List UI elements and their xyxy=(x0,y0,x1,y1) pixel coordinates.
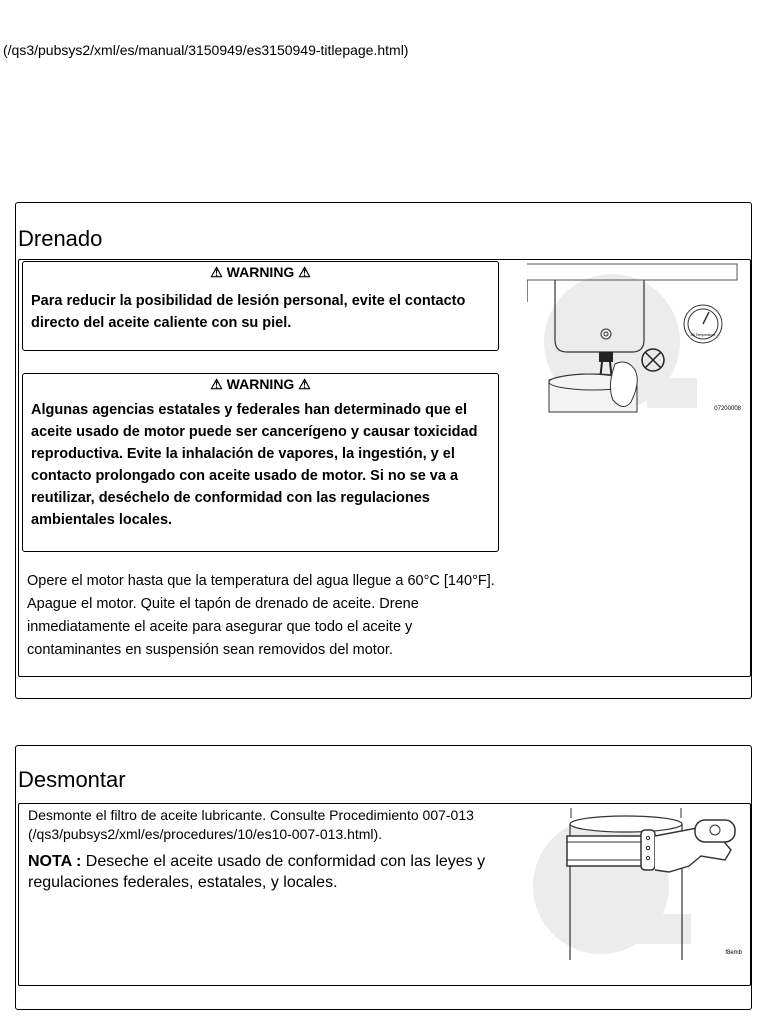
oil-drain-illustration xyxy=(527,262,749,414)
figure-code: 07200008 xyxy=(714,406,741,412)
drenado-content xyxy=(18,259,751,677)
gauge-label: Oil Temperature xyxy=(690,333,716,337)
warning-icon: ⚠ xyxy=(298,264,311,280)
note-label: NOTA : xyxy=(28,853,82,870)
note-text: Deseche el aceite usado de conformidad con las leyes y regulaciones federales, estatales, y locales. xyxy=(28,853,486,891)
figure-code: f8emb xyxy=(725,950,742,956)
oil-filter-wrench-illustration xyxy=(529,806,749,960)
desmontar-content xyxy=(18,803,751,986)
desmontar-section xyxy=(15,745,752,1010)
warning-heading: ⚠ WARNING ⚠ xyxy=(210,376,311,392)
drenado-section xyxy=(15,202,752,699)
warning-box-carcinogen xyxy=(22,373,499,552)
warning-text: Para reducir la posibilidad de lesión personal, evite el contacto directo del aceite caliente con su piel. xyxy=(31,293,466,331)
warning-text: Algunas agencias estatales y federales han determinado que el aceite usado de motor puede ser cancerígeno y causar toxicidad reproductiva. Evite la inhalación de vapores, la ingestión, y el contacto prolongado con aceite usado de motor. Si no se va a reutilizar, deséchelo de conformidad con las regulaciones ambientales locales. xyxy=(31,402,478,528)
warning-heading: ⚠ WARNING ⚠ xyxy=(210,264,311,280)
warning-box-skin xyxy=(22,261,499,351)
drenado-title: Drenado xyxy=(18,226,103,251)
removal-instructions: Desmonte el filtro de aceite lubricante. Consulte Procedimiento 007-013 (/qs3/pubsys2/xml/es/procedures/10/es10-007-013.html). NOTA : Deseche el aceite usado de conformidad con las leyes y regulaciones federales, estatales, y locales. xyxy=(28,806,493,893)
warning-icon: ⚠ xyxy=(210,264,223,280)
note xyxy=(28,851,493,893)
drain-instructions: Opere el motor hasta que la temperatura del agua llegue a 60°C [140°F]. Apague el motor. Quite el tapón de drenado de aceite. Drene inmediatamente el aceite para asegurar que todo el aceite y contaminantes en suspensión sean removidos del motor. xyxy=(27,573,495,658)
desmontar-title: Desmontar xyxy=(18,767,126,792)
warning-icon: ⚠ xyxy=(298,376,311,392)
breadcrumb-link[interactable]: (/qs3/pubsys2/xml/es/manual/3150949/es3150949-titlepage.html) xyxy=(3,42,409,58)
warning-icon: ⚠ xyxy=(210,376,223,392)
